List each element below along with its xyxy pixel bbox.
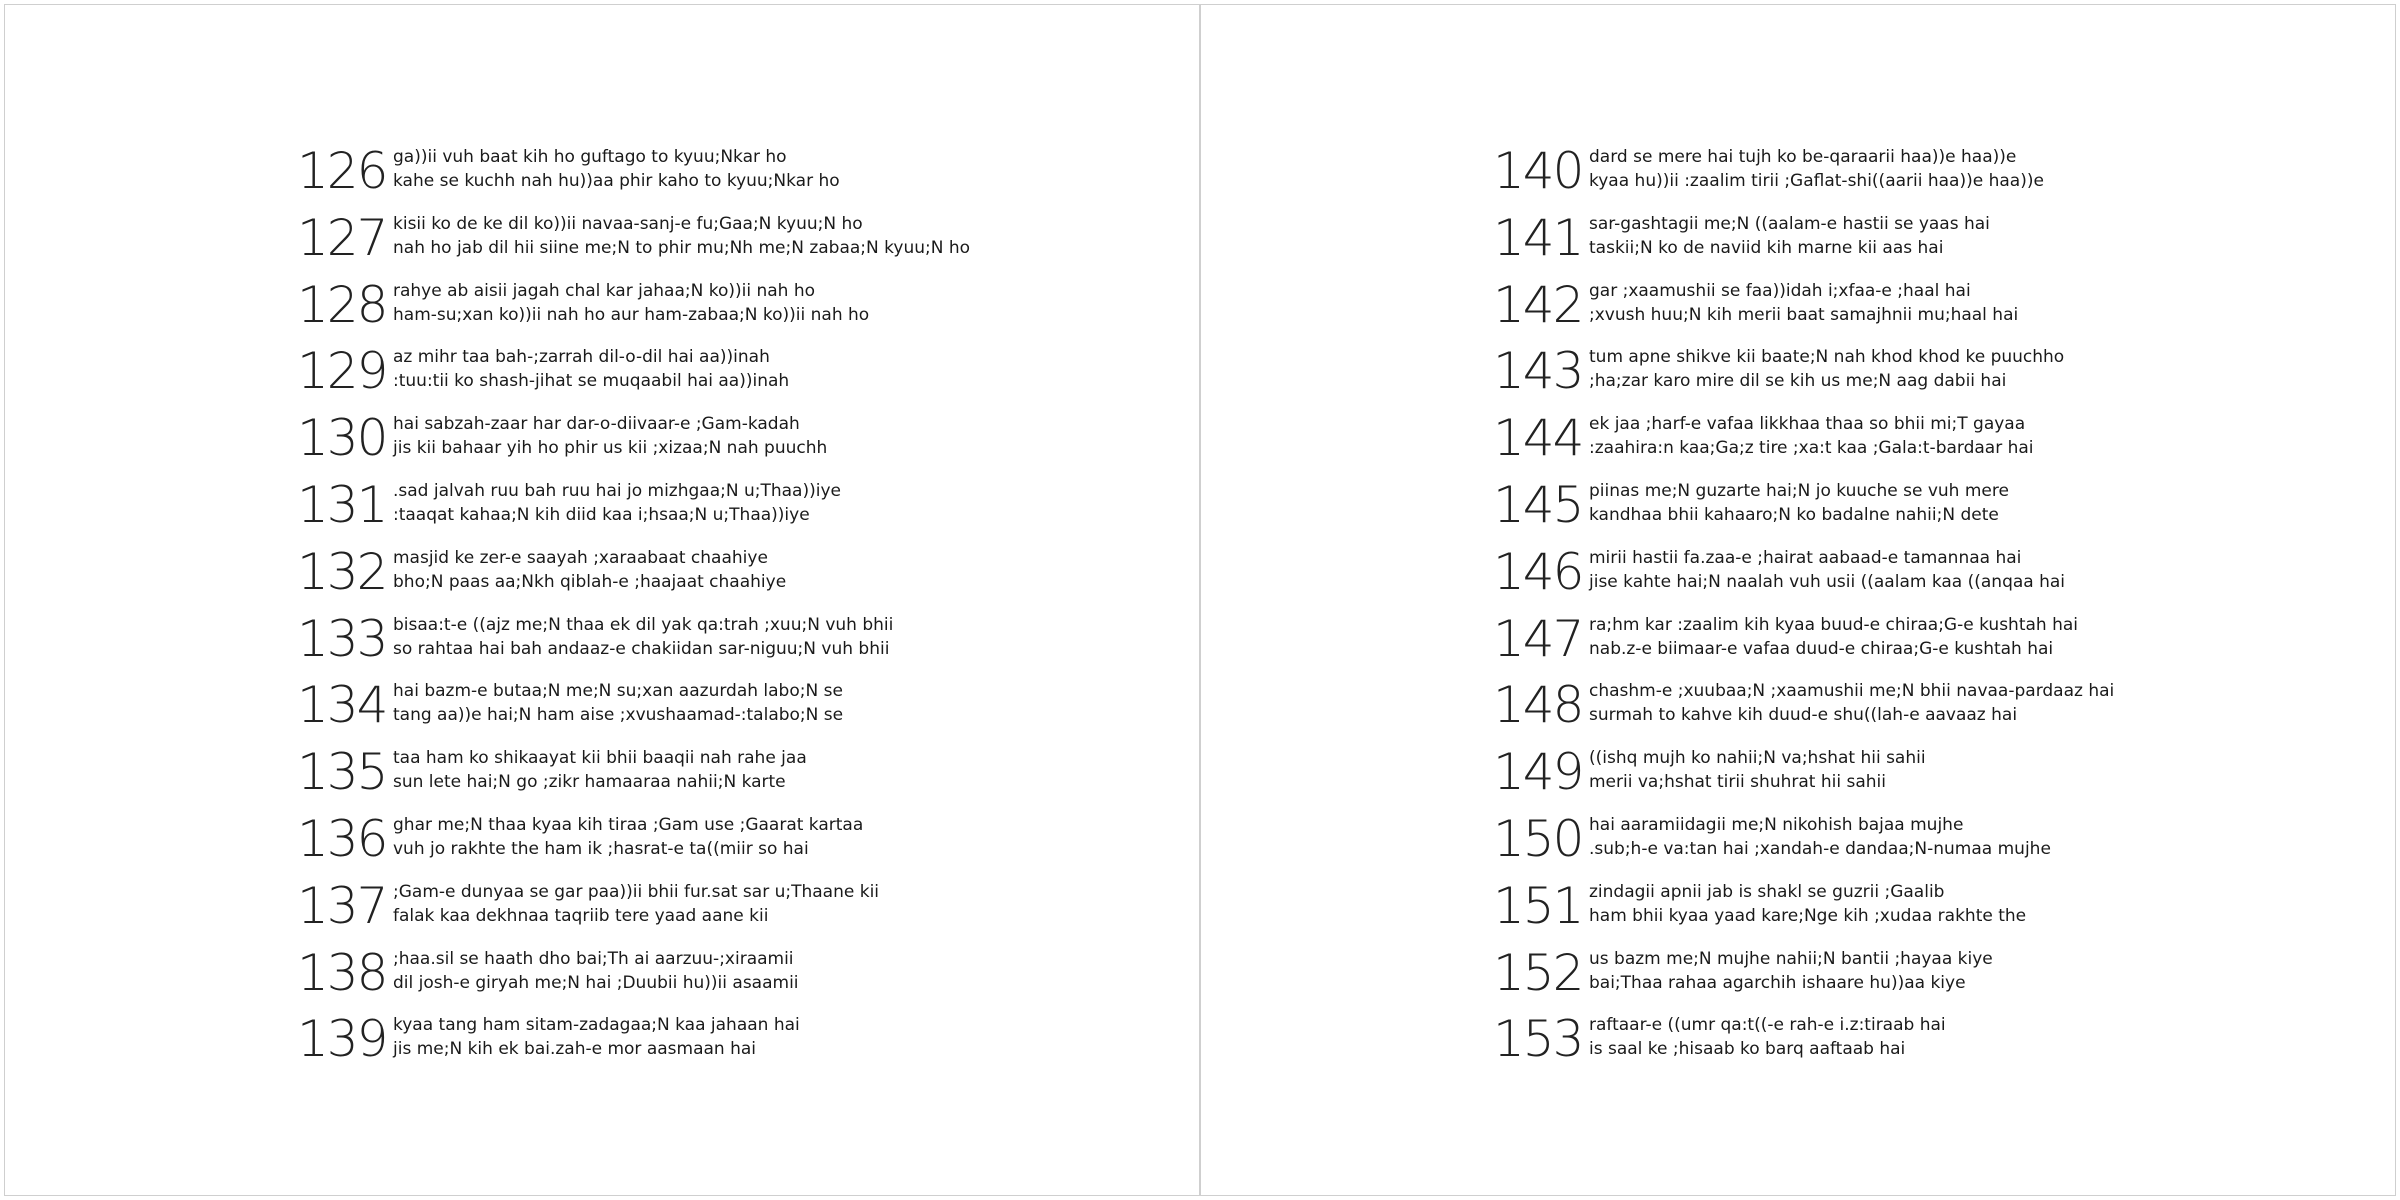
verse-text (393, 145, 840, 193)
verse-number: 129 (297, 342, 387, 401)
verse-line-2: .sub;h-e va:tan hai ;xandah-e dandaa;N-numaa mujhe (1589, 838, 2051, 859)
verse-number: 128 (297, 275, 387, 334)
verse (1493, 876, 2114, 947)
verse (297, 876, 970, 947)
left-page (4, 4, 1200, 1196)
verse-line-2: vuh jo rakhte the ham ik ;hasrat-e ta((miir so hai (393, 838, 809, 859)
verse-number: 148 (1493, 676, 1583, 735)
verse-line-1: piinas me;N guzarte hai;N jo kuuche se vuh mere (1589, 480, 2009, 501)
verse-line-2: is saal ke ;hisaab ko barq aaftaab hai (1589, 1039, 1906, 1060)
verse-line-1: kyaa tang ham sitam-zadagaa;N kaa jahaan hai (393, 1015, 800, 1036)
verse-text (393, 880, 879, 928)
verse-text (393, 412, 827, 460)
verse-text (393, 613, 893, 661)
verse-number: 133 (297, 609, 387, 668)
verse-line-1: hai sabzah-zaar har dar-o-diivaar-e ;Gam-kadah (393, 414, 800, 435)
verse-text (393, 546, 786, 594)
verse-line-1: ;haa.sil se haath dho bai;Th ai aarzuu-;xiraamii (393, 948, 794, 969)
verse (1493, 609, 2114, 680)
verse (297, 208, 971, 279)
verse (1493, 542, 2114, 613)
verse-line-2: sun lete hai;N go ;zikr hamaaraa nahii;N karte (393, 772, 786, 793)
verse (297, 142, 970, 212)
verse-number: 126 (297, 142, 387, 200)
verse-number: 150 (1493, 809, 1583, 868)
verse-line-2: surmah to kahve kih duud-e shu((lah-e aavaaz hai (1589, 705, 2018, 726)
verse-text (1589, 1013, 1946, 1061)
verse-line-1: ra;hm kar :zaalim kih kyaa buud-e chiraa;G-e kushtah hai (1589, 614, 2079, 635)
verse-text (1589, 679, 2114, 727)
verse-number: 147 (1493, 609, 1583, 668)
verse (297, 342, 970, 412)
verse-line-1: kisii ko de ke dil ko))ii navaa-sanj-e fu;Gaa;N kyuu;N ho (393, 213, 863, 234)
verse-list-left (297, 142, 971, 1080)
verse (1493, 809, 2114, 880)
verse (297, 275, 970, 346)
verse (297, 475, 970, 546)
verse-number: 131 (297, 475, 387, 534)
verse-number: 135 (297, 743, 387, 802)
verse-number: 127 (297, 208, 387, 267)
verse-text (1589, 947, 1993, 995)
verse-text (1589, 746, 1926, 794)
verse-text (393, 947, 799, 995)
verse (1493, 1010, 2114, 1080)
verse-text (1589, 479, 2009, 527)
verse-line-2: so rahtaa hai bah andaaz-e chakiidan sar-niguu;N vuh bhii (393, 638, 890, 659)
verse-line-2: dil josh-e giryah me;N hai ;Duubii hu))ii asaamii (393, 972, 799, 993)
verse-text (1589, 145, 2044, 193)
verse (297, 409, 970, 479)
verse-line-1: sar-gashtagii me;N ((aalam-e hastii se yaas hai (1589, 213, 1990, 234)
verse-number: 152 (1493, 943, 1583, 1002)
verse-line-1: dard se mere hai tujh ko be-qaraarii haa))e haa))e (1589, 147, 2017, 167)
verse-line-2: :tuu:tii ko shash-jihat se muqaabil hai aa))inah (393, 371, 790, 392)
verse (1493, 943, 2114, 1014)
verse-text (1589, 613, 2078, 661)
verse-line-1: ;Gam-e dunyaa se gar paa))ii bhii fur.sat sar u;Thaane kii (393, 881, 880, 902)
verse-text (393, 212, 970, 260)
verse-line-2: ham bhii kyaa yaad kare;Nge kih ;xudaa rakhte the (1589, 905, 2027, 926)
verse-number: 142 (1493, 275, 1583, 334)
right-page (1200, 4, 2396, 1196)
verse-number: 138 (297, 943, 387, 1002)
verse-number: 143 (1493, 342, 1583, 401)
verse-line-1: rahye ab aisii jagah chal kar jahaa;N ko))ii nah ho (393, 280, 816, 301)
verse-line-2: bho;N paas aa;Nkh qiblah-e ;haajaat chaahiye (393, 571, 787, 592)
verse-line-2: falak kaa dekhnaa taqriib tere yaad aane kii (393, 905, 769, 926)
verse (297, 743, 970, 813)
verse-line-1: chashm-e ;xuubaa;N ;xaamushii me;N bhii navaa-pardaaz hai (1589, 681, 2115, 702)
verse-line-2: taskii;N ko de naviid kih marne kii aas hai (1589, 237, 1944, 258)
verse-line-2: ;xvush huu;N kih merii baat samajhnii mu;haal hai (1589, 304, 2019, 325)
verse-text (393, 345, 789, 393)
verse-line-2: kahe se kuchh nah hu))aa phir kaho to kyuu;Nkar ho (393, 171, 840, 191)
verse-number: 146 (1493, 542, 1583, 601)
verse-line-2: jise kahte hai;N naalah vuh usii ((aalam kaa ((anqaa hai (1589, 571, 2066, 592)
verse-line-2: jis me;N kih ek bai.zah-e mor aasmaan hai (393, 1039, 757, 1060)
verse (297, 1010, 970, 1080)
verse-line-1: ek jaa ;harf-e vafaa likkhaa thaa so bhii mi;T gayaa (1589, 414, 2026, 435)
verse (1493, 676, 2115, 746)
verse-line-2: tang aa))e hai;N ham aise ;xvushaamad-:talabo;N se (393, 705, 844, 726)
verse-list-right (1493, 142, 2115, 1080)
verse-number: 130 (297, 409, 387, 468)
verse-text (393, 746, 807, 794)
verse-line-1: .sad jalvah ruu bah ruu hai jo mizhgaa;N u;Thaa))iye (393, 480, 841, 501)
verse-number: 151 (1493, 876, 1583, 935)
verse-line-1: gar ;xaamushii se faa))idah i;xfaa-e ;haal hai (1589, 280, 1971, 301)
verse (1493, 142, 2114, 212)
verse (297, 943, 970, 1014)
verse (1493, 743, 2114, 813)
verse-line-1: mirii hastii fa.zaa-e ;hairat aabaad-e tamannaa hai (1589, 547, 2022, 568)
verse-line-1: raftaar-e ((umr qa:t((-e rah-e i.z:tiraab hai (1589, 1015, 1946, 1036)
verse (1493, 475, 2114, 546)
verse-line-2: nab.z-e biimaar-e vafaa duud-e chiraa;G-e kushtah hai (1589, 638, 2054, 659)
verse (297, 809, 970, 880)
verse-text (393, 679, 843, 727)
verse-line-1: ((ishq mujh ko nahii;N va;hshat hii sahii (1589, 748, 1926, 769)
verse-line-2: bai;Thaa rahaa agarchih ishaare hu))aa kiye (1589, 972, 1966, 993)
verse-number: 136 (297, 809, 387, 868)
verse-line-2: :zaahira:n kaa;Ga;z tire ;xa:t kaa ;Gala:t-bardaar hai (1589, 438, 2034, 459)
verse (297, 542, 970, 613)
verse-line-2: ;ha;zar karo mire dil se kih us me;N aag dabii hai (1589, 371, 2007, 392)
verse (1493, 208, 2114, 279)
verse-line-1: taa ham ko shikaayat kii bhii baaqii nah rahe jaa (393, 748, 807, 769)
verse-number: 140 (1493, 142, 1583, 200)
verse-line-2: ham-su;xan ko))ii nah ho aur ham-zabaa;N ko))ii nah ho (393, 304, 870, 325)
verse-number: 145 (1493, 475, 1583, 534)
verse-number: 141 (1493, 208, 1583, 267)
verse-number: 149 (1493, 743, 1583, 802)
verse-number: 144 (1493, 409, 1583, 468)
verse-number: 137 (297, 876, 387, 935)
verse-number: 153 (1493, 1010, 1583, 1069)
verse-text (1589, 880, 2026, 928)
verse-line-1: us bazm me;N mujhe nahii;N bantii ;hayaa kiye (1589, 948, 1993, 969)
verse-line-1: tum apne shikve kii baate;N nah khod khod ke puuchho (1589, 347, 2065, 368)
verse (297, 676, 970, 746)
verse-line-2: kyaa hu))ii :zaalim tirii ;Gaflat-shi((aarii haa))e haa))e (1589, 171, 2044, 191)
verse-text (393, 1013, 800, 1061)
verse-text (1589, 412, 2034, 460)
verse-text (393, 479, 841, 527)
verse-text (1589, 279, 2018, 327)
verse-line-1: ga))ii vuh baat kih ho guftago to kyuu;Nkar ho (393, 147, 787, 167)
verse-text (1589, 345, 2064, 393)
verse (1493, 409, 2114, 479)
verse-line-1: masjid ke zer-e saayah ;xaraabaat chaahiye (393, 547, 768, 568)
verse-text (1589, 212, 1990, 260)
verse-line-2: merii va;hshat tirii shuhrat hii sahii (1589, 772, 1886, 793)
verse-text (393, 813, 863, 861)
verse-line-2: :taaqat kahaa;N kih diid kaa i;hsaa;N u;Thaa))iye (393, 504, 810, 525)
verse-line-2: kandhaa bhii kahaaro;N ko badalne nahii;N dete (1589, 504, 1999, 525)
verse-line-2: jis kii bahaar yih ho phir us kii ;xizaa;N nah puuchh (393, 438, 828, 459)
verse-text (1589, 546, 2065, 594)
verse-number: 139 (297, 1010, 387, 1069)
verse-line-1: hai bazm-e butaa;N me;N su;xan aazurdah labo;N se (393, 681, 843, 702)
verse-number: 132 (297, 542, 387, 601)
verse (1493, 342, 2114, 412)
verse (297, 609, 970, 680)
verse-line-1: bisaa:t-e ((ajz me;N thaa ek dil yak qa:trah ;xuu;N vuh bhii (393, 614, 894, 635)
verse (1493, 275, 2114, 346)
verse-number: 134 (297, 676, 387, 735)
verse-line-1: ghar me;N thaa kyaa kih tiraa ;Gam use ;Gaarat kartaa (393, 814, 864, 835)
verse-line-1: hai aaramiidagii me;N nikohish bajaa mujhe (1589, 814, 1964, 835)
verse-line-1: az mihr taa bah-;zarrah dil-o-dil hai aa))inah (393, 347, 770, 368)
verse-line-1: zindagii apnii jab is shakl se guzrii ;Gaalib (1589, 881, 1945, 902)
verse-text (1589, 813, 2051, 861)
verse-line-2: nah ho jab dil hii siine me;N to phir mu;Nh me;N zabaa;N kyuu;N ho (393, 237, 971, 258)
verse-text (393, 279, 869, 327)
